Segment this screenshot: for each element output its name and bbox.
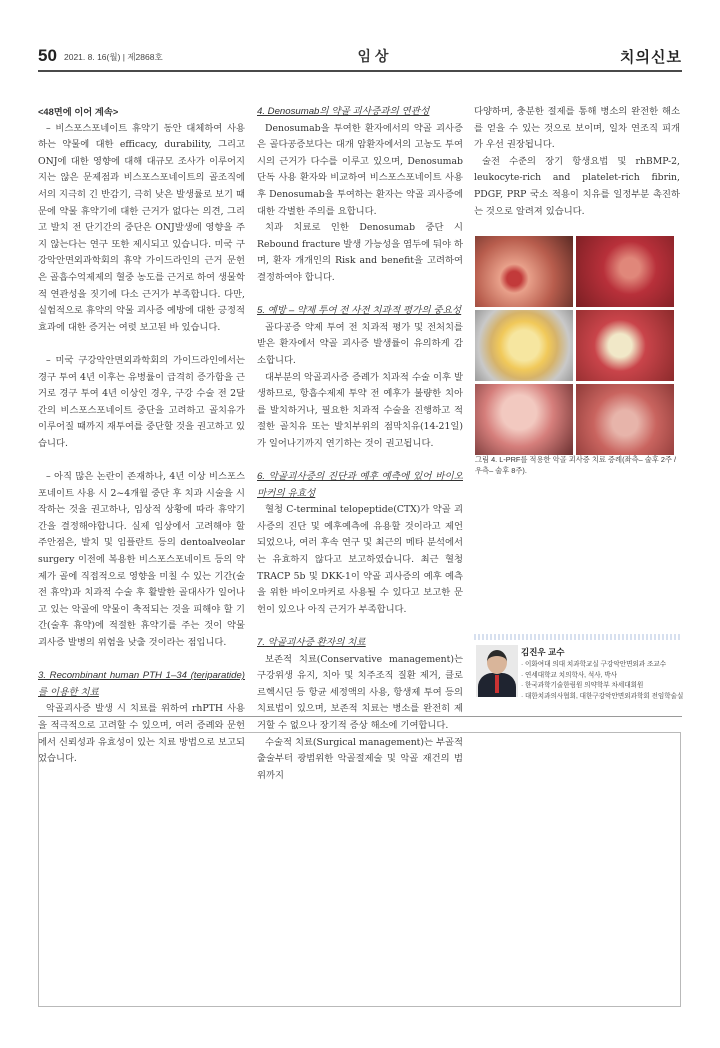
section-heading: 4. Denosumab의 약골 괴사증과의 연관성 [257,106,430,117]
page-number: 50 [38,46,57,65]
paragraph: – 아직 많은 논란이 존재하나, 4년 이상 비스포스포네이트 사용 시 2~4개월 중단 후 치과 시술을 시작하는 것을 권고하나, 임상적 상황에 따라 휴약기간을 결정해야합니다. 실제 임상에서 고려해야 할 주안점은, 발치 및 임플란트 등의 dentoalveolar surgery 이전에 복용한 비스포스포네이트 등의 약제가 골에 직접적으로 영향을 미칠 수 있는 기간(술전 휴약)과 치과적 수술 후 활발한 골대사가 일어나고 있는 악골에 약물이 축적되는 것을 피해야 할 기간(술후 휴약)에 적절한 휴약기를 주는 것이 약물 괴사증 발병의 위험을 낮출 것이라는 점입니다. [38,471,245,648]
paragraph: 혈청 C-terminal telopeptide(CTX)가 약골 괴사증의 진단 및 예후예측에 유용할 것이라고 제언되었으나, 여러 후속 연구 및 최근의 메타 분석에서는 유효하지 않다고 보고하였습니다. 최근 혈청 TRACP 5b 및 DKK-1이 약골 괴사증의 예후 예측을 위한 바이오마커로 사용될 수 있다고 보고한 문헌이 있으나 아직 근거가 부족합니다. [257,504,463,615]
clinical-photo [576,310,674,381]
author-detail: · 연세대학교 치의학사, 석사, 박사 [521,671,617,679]
paragraph: – 비스포스포네이트 휴약기 동안 대체하여 사용하는 약물에 대한 efficacy, durability, 그리고 ONJ에 대한 영향에 대해 대규모 조사가 이루어지지는 않은 문제점과 비스포스포네이트의 골조직에서의 지극히 긴 반감기, 극히 낮은 발생률로 보기 때문에 약물 휴약기에 대한 근거가 없다는 의견, 그리고 발치 전 단기간의 중단은 ONJ발생에 영향을 주지 않는다는 연구 또한 제시되고 있습니다. 미국 구강악안면외과학회의 휴약 가이드라인의 근거 문헌은 골흡수억제제의 혈중 농도를 근거로 하여 생물학적 연관성을 짓기에 다소 근거가 부족합니다. 다만, 실험적으로 휴약의 약물 괴사증 예방에 대한 긍정적 효과에 대한 증거는 여럿 보고된 바 있습니다. [38,122,245,333]
advertisement-box [38,732,681,1007]
paragraph: 다양하며, 충분한 절제를 통해 병소의 완전한 해소를 얻을 수 있는 것으로 보이며, 일차 연조직 피개가 우선 권장됩니다. [474,106,680,151]
section-title: 임 상 [357,48,389,64]
author-name: 김진우 교수 [521,647,565,657]
paragraph: 골다공증 약제 투여 전 치과적 평가 및 전처치를 받은 환자에서 약골 괴사증 발생률이 유의하게 감소합니다. [257,321,463,366]
page-header [38,44,682,72]
author-detail: · 한국과학기술한림원 의약학부 차세대회원 [521,682,644,689]
column-3 [474,104,680,220]
section-heading: 3. Recombinant human PTH 1–34 (teriparatide)를 이용한 치료 [38,670,245,698]
clinical-photo [576,384,674,455]
author-detail: · 대한치과의사협회, 대한구강악안면외과학회 전임학술실 [521,692,684,700]
section-divider [38,716,682,717]
clinical-photo [576,236,674,307]
continued-note: <48면에 이어 계속> [38,107,119,117]
paragraph: 치과 치료로 인한 Denosumab 중단 시 Rebound fracture 발생 가능성을 염두에 둬야 하며, 환자 개개인의 Risk and benefit을 고려하여 결정하여야 합니다. [257,222,463,283]
section-heading: 5. 예방 – 약제 투여 전 사전 치과적 평가의 중요성 [257,305,462,317]
author-detail: · 이화여대 의대 치과학교실 구강악안면외과 조교수 [521,661,667,668]
paragraph: Denosumab을 투여한 환자에서의 약골 괴사증은 골다공증보다는 대개 암환자에서의 고농도 투여 시의 근거가 다수를 이루고 있으며, Denosumab 단독 사용 환자와 비교하여 비스포스포네이트 사용 후 Denosumab을 투여하는 환자는 약골 괴사증에 대한 각별한 주의를 요합니다. [257,122,463,217]
section-heading: 6. 악골괴사증의 진단과 예후 예측에 있어 바이오마커의 유효성 [257,471,463,499]
clinical-photo [475,384,573,455]
paragraph: 악골괴사증 발생 시 치료를 위하여 rhPTH 사용을 적극적으로 고려할 수 있으며, 여러 증례와 문헌에서 신뢰성과 유효성이 있는 치료 방법으로 보고되었습니다. [38,703,245,765]
author-divider [474,634,680,640]
clinical-photo [475,310,573,381]
issue-info: 2021. 8. 16(월) | 제2868호 [64,52,163,62]
paragraph: – 미국 구강악안면외과학회의 가이드라인에서는 경구 투여 4년 이후는 유병률이 급격히 증가함을 근거로 경구 투여 4년 이상인 경우, 구강 수술 전 2달간의 비스포스포네이트 중단을 고려하고 골치유가 이루어질 때까지 재투여를 중단할 것을 권고하고 있습니다. [38,354,245,449]
section-heading: 7. 악골괴사증 환자의 치료 [257,637,366,648]
author-photo [476,645,518,697]
newspaper-name: 치의신보 [620,49,682,66]
column-1 [38,104,245,768]
paragraph: 술전 수준의 장기 항생요법 및 rhBMP-2, leukocyte-rich and platelet-rich fibrin, PDGF, PRP 국소 적용이 치유를 일정부분 촉진하는 것으로 알려져 있습니다. [474,155,680,217]
clinical-photo [475,236,573,307]
clinical-photo-grid [475,236,676,454]
column-2 [257,104,463,784]
figure-caption: 그림 4. L-PRF를 적용한 악골 괴사증 치료 증례(좌측– 술후 2주 / 우측– 술후 8주). [475,455,676,475]
paragraph: 대부분의 악골괴사증 증례가 치과적 수술 이후 발생하므로, 항흡수제제 투약 전 예후가 불량한 치아를 발치하거나, 필요한 치과적 수술을 진행하고 적절한 골치유 또는 발치부위의 점막치유(14-21일)가 일어나기까지 연기하는 것이 권고됩니다. [257,371,463,449]
paragraph: 보존적 치료(Conservative management)는 구강위생 유지, 치아 및 치주조직 질환 제거, 클로르헥시딘 등 항균 세정액의 사용, 항생제 투여 등의 치료법이 있으며, 보존적 치료는 병소를 완전히 제거할 수 없으나 장기적 증상 해소에 기여합니다. [257,653,463,731]
paragraph: 수술적 치료(Surgical management)는 부골적출술부터 광범위한 악골절제술 및 악골 재건의 범위까지 [257,736,463,781]
author-details [521,660,686,702]
